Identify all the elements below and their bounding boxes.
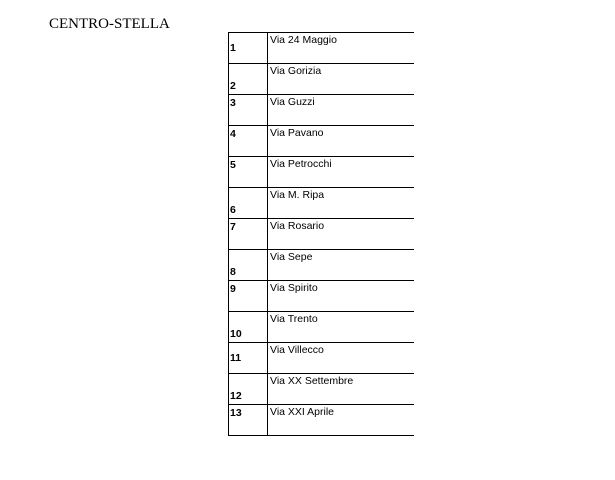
row-number: 7 bbox=[230, 221, 236, 233]
table-row bbox=[229, 188, 415, 219]
table-row bbox=[229, 219, 415, 250]
street-name: Via XX Settembre bbox=[270, 375, 354, 387]
table-row bbox=[229, 126, 415, 157]
street-name-cell bbox=[268, 281, 415, 312]
row-number-cell bbox=[229, 126, 268, 157]
row-number: 5 bbox=[230, 159, 236, 171]
row-number-cell bbox=[229, 374, 268, 405]
row-number-cell bbox=[229, 219, 268, 250]
street-name-cell bbox=[268, 157, 415, 188]
row-number: 6 bbox=[230, 204, 236, 216]
row-number-cell bbox=[229, 312, 268, 343]
street-name-cell bbox=[268, 64, 415, 95]
street-name-cell bbox=[268, 312, 415, 343]
table-row bbox=[229, 343, 415, 374]
street-name: Via 24 Maggio bbox=[270, 34, 337, 46]
row-number: 1 bbox=[230, 42, 236, 54]
street-name: Via Trento bbox=[270, 313, 318, 325]
table-row bbox=[229, 64, 415, 95]
street-table-body bbox=[229, 33, 415, 436]
row-number: 9 bbox=[230, 283, 236, 295]
row-number-cell bbox=[229, 64, 268, 95]
street-name-cell bbox=[268, 343, 415, 374]
row-number: 11 bbox=[230, 352, 242, 364]
table-row bbox=[229, 312, 415, 343]
table-row bbox=[229, 95, 415, 126]
street-name-cell bbox=[268, 126, 415, 157]
row-number-cell bbox=[229, 281, 268, 312]
row-number-cell bbox=[229, 33, 268, 64]
table-row bbox=[229, 33, 415, 64]
street-name: Via Pavano bbox=[270, 127, 324, 139]
street-name: Via Villecco bbox=[270, 344, 324, 356]
row-number: 13 bbox=[230, 407, 242, 419]
street-name-cell bbox=[268, 33, 415, 64]
row-number: 12 bbox=[230, 390, 242, 402]
street-name: Via M. Ripa bbox=[270, 189, 325, 201]
street-name-cell bbox=[268, 405, 415, 436]
row-number-cell bbox=[229, 95, 268, 126]
street-name: Via XXI Aprile bbox=[270, 406, 335, 418]
row-number-cell bbox=[229, 157, 268, 188]
street-name: Via Guzzi bbox=[270, 96, 315, 108]
street-name-cell bbox=[268, 374, 415, 405]
street-name-cell bbox=[268, 250, 415, 281]
row-number-cell bbox=[229, 343, 268, 374]
table-row bbox=[229, 250, 415, 281]
street-name: Via Sepe bbox=[270, 251, 313, 263]
row-number-cell bbox=[229, 405, 268, 436]
street-name: Via Rosario bbox=[270, 220, 325, 232]
street-name: Via Gorizia bbox=[270, 65, 322, 77]
street-name-cell bbox=[268, 219, 415, 250]
row-number-cell bbox=[229, 188, 268, 219]
street-name: Via Spirito bbox=[270, 282, 318, 294]
row-number: 4 bbox=[230, 128, 236, 140]
page-title: CENTRO-STELLA bbox=[49, 16, 170, 32]
street-name-cell bbox=[268, 95, 415, 126]
row-number: 10 bbox=[230, 328, 242, 340]
table-row bbox=[229, 405, 415, 436]
street-name: Via Petrocchi bbox=[270, 158, 332, 170]
row-number: 3 bbox=[230, 97, 236, 109]
row-number: 2 bbox=[230, 80, 236, 92]
street-name-cell bbox=[268, 188, 415, 219]
row-number: 8 bbox=[230, 266, 236, 278]
row-number-cell bbox=[229, 250, 268, 281]
street-table bbox=[228, 32, 414, 436]
table-row bbox=[229, 374, 415, 405]
table-row bbox=[229, 157, 415, 188]
table-row bbox=[229, 281, 415, 312]
